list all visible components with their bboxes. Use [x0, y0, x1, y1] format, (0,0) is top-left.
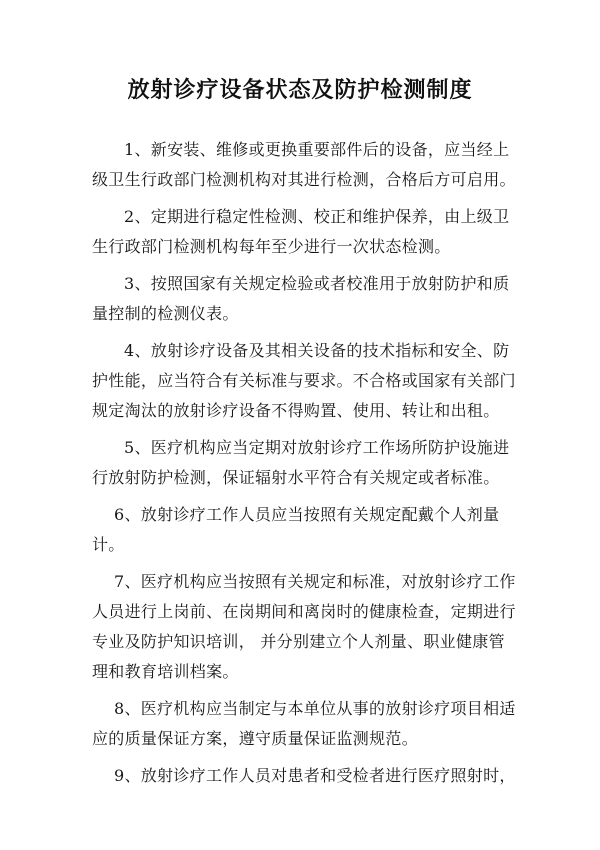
item-5-line-1: 5、医疗机构应当定期对放射诊疗工作场所防护设施进	[124, 438, 510, 457]
item-1-line-2: 级卫生行政部门检测机构对其进行检测，合格后方可启用。	[92, 170, 516, 189]
item-1-line-1: 1、新安装、维修或更换重要部件后的设备，应当经上	[124, 140, 510, 159]
document-body	[92, 140, 522, 796]
item-3-line-1: 3、按照国家有关规定检验或者校准用于放射防护和质	[124, 274, 510, 293]
item-4-line-3: 规定淘汰的放射诊疗设备不得购置、使用、转让和出租。	[92, 401, 500, 420]
item-4-line-1: 4、放射诊疗设备及其相关设备的技术指标和安全、防	[124, 341, 510, 360]
item-3-line-2: 量控制的检测仪表。	[92, 304, 239, 323]
item-5-line-2: 行放射防护检测，保证辐射水平符合有关规定或者标准。	[92, 468, 500, 487]
item-9-line-1: 9、放射诊疗工作人员对患者和受检者进行医疗照射时，	[114, 766, 516, 785]
item-7-line-1: 7、医疗机构应当按照有关规定和标准，对放射诊疗工作	[114, 572, 516, 591]
item-8-line-1: 8、医疗机构应当制定与本单位从事的放射诊疗项目相适	[114, 699, 516, 718]
item-2-line-2: 生行政部门检测机构每年至少进行一次状态检测。	[92, 237, 451, 256]
item-7-line-4: 理和教育培训档案。	[92, 662, 239, 681]
document-title: 放射诊疗设备状态及防护检测制度	[127, 77, 473, 103]
item-7-line-2: 人员进行上岗前、在岗期间和离岗时的健康检查，定期进行	[92, 602, 516, 621]
item-7-line-3: 专业及防护知识培训， 并分别建立个人剂量、职业健康管	[92, 632, 505, 651]
item-6-line-2: 计。	[92, 535, 125, 554]
item-2-line-1: 2、定期进行稳定性检测、校正和维护保养，由上级卫	[124, 207, 510, 226]
item-6-line-1: 6、放射诊疗工作人员应当按照有关规定配戴个人剂量	[114, 505, 500, 524]
item-4-line-2: 护性能，应当符合有关标准与要求。不合格或国家有关部门	[92, 371, 516, 390]
item-8-line-2: 应的质量保证方案，遵守质量保证监测规范。	[92, 729, 419, 748]
